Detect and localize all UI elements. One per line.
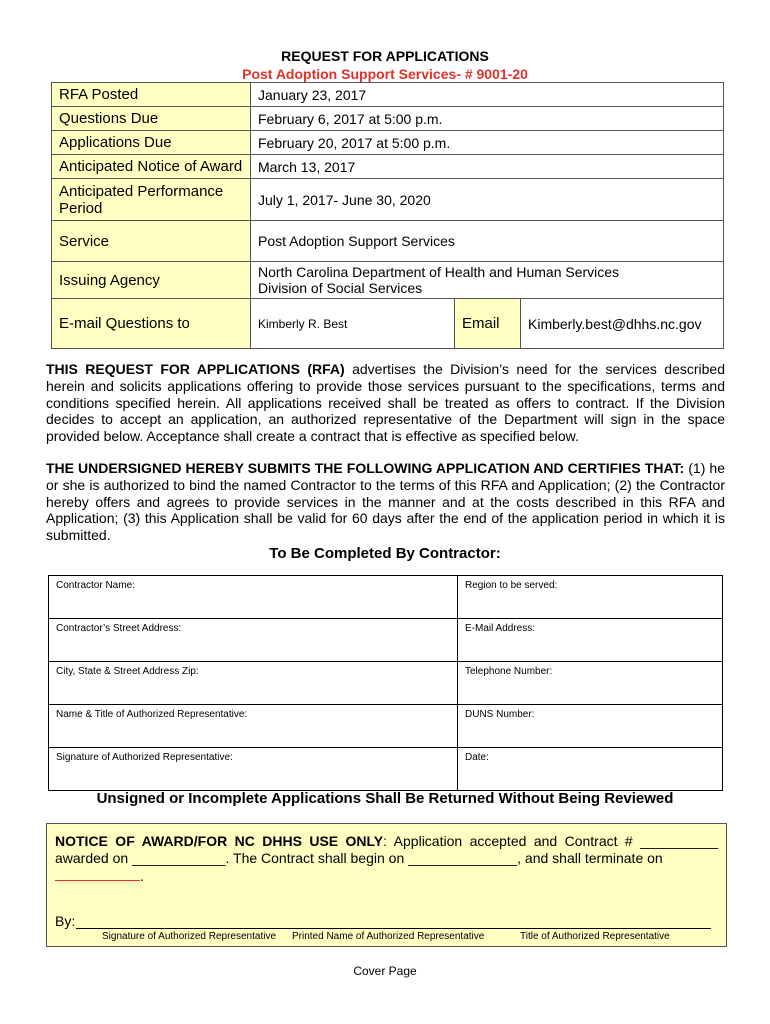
email-address-field[interactable]: E-Mail Address:: [458, 619, 723, 662]
rfa-intro-text: advertises the Division’s need for the services described herein and solicits applications offering to provide those services pursuant to the specifications, terms and conditions specified herein. All applications received shall be treated as offers to contract. If the Division decides to accept an application, an authorized representative of the Department will sign in the space provided below. Acceptance shall create a contract that is effective as specified below.: [46, 361, 726, 445]
telephone-field[interactable]: Telephone Number:: [458, 662, 723, 705]
notice-part-1: : Application accepted and Contract #: [383, 833, 641, 849]
title-label: Title of Authorized Representative: [520, 931, 670, 942]
rfa-intro-paragraph: [46, 361, 725, 445]
rep-signature-field[interactable]: Signature of Authorized Representative:: [49, 748, 458, 791]
notice-part-5: .: [140, 867, 144, 884]
applications-due-label: Applications Due: [52, 131, 251, 155]
page-footer: Cover Page: [353, 964, 417, 978]
begin-date-blank[interactable]: ______________: [408, 849, 518, 866]
questions-due-value: February 6, 2017 at 5:00 p.m.: [251, 107, 724, 131]
notice-part-3: . The Contract shall begin on: [225, 849, 409, 866]
performance-period-value: July 1, 2017- June 30, 2020: [251, 179, 724, 221]
issuing-agency-value: [251, 262, 724, 299]
agency-line-1: North Carolina Department of Health and Human Services: [258, 264, 620, 280]
applications-due-value: February 20, 2017 at 5:00 p.m.: [251, 131, 724, 155]
performance-period-label: Anticipated Performance Period: [52, 179, 251, 221]
notice-part-2: awarded on: [55, 849, 133, 866]
rfa-subtitle: Post Adoption Support Services- # 9001-20: [242, 66, 528, 82]
certification-bold: THE UNDERSIGNED HEREBY SUBMITS THE FOLLOWING APPLICATION AND CERTIFIES THAT:: [46, 460, 685, 476]
notice-award-label: Anticipated Notice of Award: [52, 155, 251, 179]
notice-award-value: March 13, 2017: [251, 155, 724, 179]
duns-field[interactable]: DUNS Number:: [458, 705, 723, 748]
notice-bold: NOTICE OF AWARD/FOR NC DHHS USE ONLY: [55, 833, 384, 849]
service-label: Service: [52, 221, 251, 262]
city-state-zip-field[interactable]: City, State & Street Address Zip:: [49, 662, 458, 705]
agency-line-2: Division of Social Services: [258, 280, 423, 296]
contact-email[interactable]: Kimberly.best@dhhs.nc.gov: [521, 299, 724, 349]
email-questions-label: E-mail Questions to: [52, 299, 251, 349]
certification-text: (1) he or she is authorized to bind the named Contractor to the terms of this RFA and Application; (2) the Contractor hereby offers and agrees to provide services in the manner and at the costs described in this RFA and Application; (3) this Application shall be valid for 60 days after the end of the application period in which it is submitted.: [46, 460, 726, 544]
by-signature-line[interactable]: [76, 928, 711, 929]
page-title: REQUEST FOR APPLICATIONS: [281, 48, 489, 64]
award-date-blank[interactable]: ____________: [132, 849, 226, 866]
date-field[interactable]: Date:: [458, 748, 723, 791]
notice-part-4: , and shall terminate on: [517, 849, 663, 866]
contractor-form-table: [48, 575, 723, 791]
street-address-field[interactable]: Contractor’s Street Address:: [49, 619, 458, 662]
contact-name: Kimberly R. Best: [251, 299, 455, 349]
rfa-posted-value: January 23, 2017: [251, 83, 724, 107]
contract-number-blank[interactable]: __________: [640, 833, 718, 849]
certification-paragraph: [46, 460, 725, 544]
email-label: Email: [455, 299, 521, 349]
signature-label: Signature of Authorized Representative: [102, 931, 276, 942]
rfa-info-table: [51, 82, 724, 349]
questions-due-label: Questions Due: [52, 107, 251, 131]
region-field[interactable]: Region to be served:: [458, 576, 723, 619]
notice-of-award-box: [46, 823, 727, 947]
notice-text: [55, 833, 718, 884]
rfa-posted-label: RFA Posted: [52, 83, 251, 107]
service-value: Post Adoption Support Services: [251, 221, 724, 262]
terminate-date-blank[interactable]: [55, 867, 140, 881]
rfa-intro-bold: THIS REQUEST FOR APPLICATIONS (RFA): [46, 361, 345, 377]
by-label: By:: [55, 913, 76, 929]
contractor-section-title: To Be Completed By Contractor:: [269, 545, 501, 562]
contractor-name-field[interactable]: Contractor Name:: [49, 576, 458, 619]
rep-name-title-field[interactable]: Name & Title of Authorized Representative:: [49, 705, 458, 748]
printed-name-label: Printed Name of Authorized Representative: [292, 931, 485, 942]
warning-text: Unsigned or Incomplete Applications Shall Be Returned Without Being Reviewed: [96, 790, 674, 807]
issuing-agency-label: Issuing Agency: [52, 262, 251, 299]
